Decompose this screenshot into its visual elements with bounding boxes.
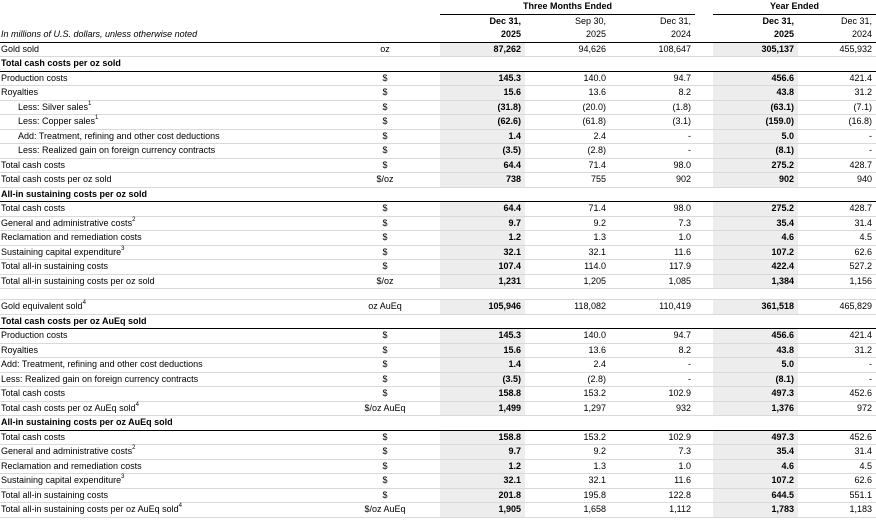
cell-value: 98.0 <box>610 158 695 173</box>
cell-value: 94,626 <box>525 42 610 57</box>
row-label-text: Production costs <box>1 72 68 83</box>
row-unit: $ <box>330 86 440 101</box>
row-unit: $ <box>330 445 440 460</box>
row-label <box>0 216 330 231</box>
cell-value: 71.4 <box>525 158 610 173</box>
section-header-row <box>0 57 876 72</box>
cell-value: - <box>798 144 876 159</box>
cell-value: 64.4 <box>440 158 525 173</box>
cell-value: 1,085 <box>610 274 695 289</box>
footnote-marker: 2 <box>132 445 136 451</box>
row-label <box>0 459 330 474</box>
cell-value: 428.7 <box>798 202 876 217</box>
cell-value: 4.5 <box>798 459 876 474</box>
cell-value: 452.6 <box>798 387 876 402</box>
cell-value: 932 <box>610 401 695 416</box>
row-unit: $/oz AuEq <box>330 503 440 518</box>
table-row <box>0 445 876 460</box>
cell-value: 902 <box>610 173 695 188</box>
cell-value: (3.1) <box>610 115 695 130</box>
cell-value: 32.1 <box>525 245 610 260</box>
cell-value: 94.7 <box>610 329 695 344</box>
table-row <box>0 245 876 260</box>
section-header-row <box>0 187 876 202</box>
cell-value: 428.7 <box>798 158 876 173</box>
row-unit: $/oz <box>330 274 440 289</box>
row-label-text: Total cash costs <box>1 431 66 442</box>
cell-value: 644.5 <box>713 488 798 503</box>
table-row <box>0 372 876 387</box>
row-unit: oz AuEq <box>330 300 440 315</box>
cell-value: - <box>798 358 876 373</box>
cell-value: 140.0 <box>525 71 610 86</box>
cell-value: 117.9 <box>610 260 695 275</box>
cell-value: 31.4 <box>798 445 876 460</box>
row-label <box>0 260 330 275</box>
table-row <box>0 503 876 518</box>
cell-value: 102.9 <box>610 430 695 445</box>
col-year-3: 2024 <box>610 28 695 42</box>
cell-value: 7.3 <box>610 216 695 231</box>
table-body <box>0 42 876 517</box>
cell-value: 5.0 <box>713 358 798 373</box>
footnote-marker: 4 <box>82 300 86 306</box>
row-unit: $ <box>330 144 440 159</box>
cell-value: 4.6 <box>713 459 798 474</box>
row-unit: $ <box>330 329 440 344</box>
row-label <box>0 115 330 130</box>
cell-value: 456.6 <box>713 71 798 86</box>
cell-value: (31.8) <box>440 100 525 115</box>
row-label-text: General and administrative costs <box>1 446 133 456</box>
row-unit: $ <box>330 343 440 358</box>
row-label <box>0 86 330 101</box>
cell-value: 1,297 <box>525 401 610 416</box>
cell-value: 1.4 <box>440 129 525 144</box>
cell-value: 4.5 <box>798 231 876 246</box>
row-unit: $ <box>330 459 440 474</box>
cell-value: 13.6 <box>525 86 610 101</box>
col-header-4: Dec 31, <box>762 15 795 26</box>
cell-value: 62.6 <box>798 245 876 260</box>
table-row <box>0 86 876 101</box>
cell-value: 158.8 <box>440 430 525 445</box>
footnote-marker: 2 <box>132 216 136 223</box>
row-label <box>0 144 330 159</box>
row-label <box>0 503 330 518</box>
cell-value: 62.6 <box>798 474 876 489</box>
footnote-marker: 1 <box>88 100 92 107</box>
cell-value: (2.8) <box>525 144 610 159</box>
cell-value: 465,829 <box>798 300 876 315</box>
row-label <box>0 71 330 86</box>
cell-value: (3.5) <box>440 144 525 159</box>
cell-value: 4.6 <box>713 231 798 246</box>
cell-value: 110,419 <box>610 300 695 315</box>
cell-value: 456.6 <box>713 329 798 344</box>
cell-value: 8.2 <box>610 86 695 101</box>
cell-value: (63.1) <box>713 100 798 115</box>
row-label <box>0 343 330 358</box>
row-label-text: Total cash costs per oz AuEq sold <box>1 402 136 413</box>
table-row <box>0 71 876 86</box>
col-year-2: 2025 <box>525 28 610 42</box>
cell-value: 1.0 <box>610 459 695 474</box>
cell-value: 422.4 <box>713 260 798 275</box>
cell-value: 32.1 <box>440 245 525 260</box>
cell-value: 107.2 <box>713 245 798 260</box>
cell-value: 87,262 <box>440 42 525 57</box>
cell-value: 551.1 <box>798 488 876 503</box>
cell-value: 1,499 <box>440 401 525 416</box>
row-label-text: Gold sold <box>1 43 40 54</box>
col-header-3: Dec 31, <box>660 15 692 26</box>
cell-value: 107.2 <box>713 474 798 489</box>
cell-value: (16.8) <box>798 115 876 130</box>
cell-value: 102.9 <box>610 387 695 402</box>
cell-value: (61.8) <box>525 115 610 130</box>
table-row <box>0 358 876 373</box>
cell-value: 1,231 <box>440 274 525 289</box>
footnote-marker: 4 <box>178 503 182 509</box>
cell-value: 421.4 <box>798 71 876 86</box>
row-label <box>0 372 330 387</box>
cell-value: 9.7 <box>440 216 525 231</box>
cell-value: (8.1) <box>713 144 798 159</box>
spacer-row <box>0 289 876 300</box>
cell-value: 940 <box>798 173 876 188</box>
table-row <box>0 202 876 217</box>
table-row <box>0 173 876 188</box>
row-label <box>0 474 330 489</box>
row-label-text: Gold equivalent sold <box>1 301 83 311</box>
header-year-row <box>0 28 876 42</box>
cell-value: (20.0) <box>525 100 610 115</box>
cell-value: - <box>798 129 876 144</box>
footnote-marker: 4 <box>135 401 139 408</box>
row-label-text: Total cash costs <box>1 203 66 213</box>
cell-value: 5.0 <box>713 129 798 144</box>
row-label-text: Reclamation and remediation costs <box>1 460 142 471</box>
row-label <box>0 430 330 445</box>
table-row <box>0 231 876 246</box>
table-row <box>0 300 876 315</box>
cell-value: 361,518 <box>713 300 798 315</box>
cell-value: 108,647 <box>610 42 695 57</box>
cell-value: 1,905 <box>440 503 525 518</box>
row-label-text: Royalties <box>1 87 39 97</box>
cell-value: (62.6) <box>440 115 525 130</box>
cell-value: 11.6 <box>610 245 695 260</box>
row-unit: $ <box>330 488 440 503</box>
cell-value: 2.4 <box>525 129 610 144</box>
cell-value: 755 <box>525 173 610 188</box>
table-row <box>0 274 876 289</box>
cell-value: 1,384 <box>713 274 798 289</box>
cell-value: 31.2 <box>798 343 876 358</box>
cell-value: - <box>798 372 876 387</box>
cell-value: - <box>610 129 695 144</box>
cell-value: 8.2 <box>610 343 695 358</box>
cell-value: 11.6 <box>610 474 695 489</box>
row-label-text: General and administrative costs <box>1 217 133 228</box>
row-label-text: Total cash costs <box>1 159 66 170</box>
section-title: Total cash costs per oz AuEq sold <box>0 314 876 329</box>
cell-value: 9.7 <box>440 445 525 460</box>
col-header-5: Dec 31, <box>841 15 873 26</box>
cell-value: 738 <box>440 173 525 188</box>
table-row <box>0 129 876 144</box>
row-label <box>0 401 330 416</box>
cell-value: 114.0 <box>525 260 610 275</box>
footnote-marker: 3 <box>121 474 125 480</box>
row-label-text: Add: Treatment, refining and other cost deductions <box>1 359 203 369</box>
row-label <box>0 245 330 260</box>
row-unit: $ <box>330 231 440 246</box>
row-unit: $ <box>330 129 440 144</box>
cell-value: 455,932 <box>798 42 876 57</box>
cell-value: 1,183 <box>798 503 876 518</box>
cell-value: 2.4 <box>525 358 610 373</box>
row-label-text: Sustaining capital expenditure <box>1 475 122 485</box>
cell-value: 972 <box>798 401 876 416</box>
cell-value: 1.3 <box>525 231 610 246</box>
cell-value: 32.1 <box>440 474 525 489</box>
cell-value: 1.4 <box>440 358 525 373</box>
row-unit: $ <box>330 158 440 173</box>
table-row <box>0 216 876 231</box>
row-label-text: Less: Realized gain on foreign currency contracts <box>18 145 216 155</box>
row-label-text: Total all-in sustaining costs <box>1 489 109 500</box>
cell-value: 153.2 <box>525 430 610 445</box>
row-label <box>0 42 330 57</box>
cell-value: 43.8 <box>713 343 798 358</box>
cell-value: - <box>610 144 695 159</box>
section-title: All-in sustaining costs per oz AuEq sold <box>0 416 876 431</box>
row-label-text: Total all-in sustaining costs <box>1 261 109 271</box>
row-label <box>0 158 330 173</box>
cell-value: (159.0) <box>713 115 798 130</box>
cell-value: 497.3 <box>713 387 798 402</box>
table-row <box>0 474 876 489</box>
cell-value: 145.3 <box>440 71 525 86</box>
cell-value: 305,137 <box>713 42 798 57</box>
row-unit: $ <box>330 387 440 402</box>
cell-value: 7.3 <box>610 445 695 460</box>
col-header-1: Dec 31, <box>489 15 521 26</box>
table-row <box>0 144 876 159</box>
row-label-text: Total cash costs <box>1 388 66 398</box>
cell-value: 105,946 <box>440 300 525 315</box>
row-label-text: Reclamation and remediation costs <box>1 232 142 242</box>
section-title: Total cash costs per oz sold <box>0 57 876 72</box>
row-label-text: Production costs <box>1 330 68 340</box>
row-unit: $ <box>330 358 440 373</box>
cell-value: 1,112 <box>610 503 695 518</box>
cell-value: 1.2 <box>440 459 525 474</box>
footnote-marker: 1 <box>95 115 99 121</box>
row-unit: $/oz <box>330 173 440 188</box>
cell-value: 452.6 <box>798 430 876 445</box>
row-label <box>0 488 330 503</box>
cell-value: 497.3 <box>713 430 798 445</box>
cell-value: (2.8) <box>525 372 610 387</box>
row-label <box>0 202 330 217</box>
cell-value: 1,156 <box>798 274 876 289</box>
row-unit: $/oz AuEq <box>330 401 440 416</box>
cell-value: 902 <box>713 173 798 188</box>
table-row <box>0 488 876 503</box>
cell-value: 9.2 <box>525 216 610 231</box>
cell-value: 15.6 <box>440 343 525 358</box>
row-label <box>0 274 330 289</box>
row-label <box>0 100 330 115</box>
row-label-text: Total cash costs per oz sold <box>1 174 112 184</box>
table-row <box>0 100 876 115</box>
cell-value: 140.0 <box>525 329 610 344</box>
cell-value: 421.4 <box>798 329 876 344</box>
table-row <box>0 42 876 57</box>
row-label <box>0 329 330 344</box>
cell-value: 35.4 <box>713 445 798 460</box>
cell-value: 35.4 <box>713 216 798 231</box>
cell-value: 94.7 <box>610 71 695 86</box>
row-unit: $ <box>330 71 440 86</box>
row-unit: $ <box>330 260 440 275</box>
row-label <box>0 173 330 188</box>
table-row <box>0 329 876 344</box>
row-label <box>0 231 330 246</box>
cell-value: 275.2 <box>713 158 798 173</box>
col-year-4: 2025 <box>713 28 798 42</box>
table-row <box>0 430 876 445</box>
table-row <box>0 401 876 416</box>
cell-value: 1.2 <box>440 231 525 246</box>
cell-value: (8.1) <box>713 372 798 387</box>
cell-value: 32.1 <box>525 474 610 489</box>
cell-value: 195.8 <box>525 488 610 503</box>
cell-value: 1.0 <box>610 231 695 246</box>
row-unit: $ <box>330 216 440 231</box>
cell-value: 118,082 <box>525 300 610 315</box>
cell-value: 107.4 <box>440 260 525 275</box>
row-unit: oz <box>330 42 440 57</box>
cell-value: 64.4 <box>440 202 525 217</box>
row-label-text: Less: Silver sales <box>18 101 89 112</box>
cell-value: (3.5) <box>440 372 525 387</box>
row-unit: $ <box>330 430 440 445</box>
header-date-row <box>0 14 876 28</box>
cell-value: (1.8) <box>610 100 695 115</box>
cell-value: 15.6 <box>440 86 525 101</box>
header-group-row <box>0 0 876 14</box>
table-row <box>0 115 876 130</box>
cell-value: 1,783 <box>713 503 798 518</box>
row-label <box>0 129 330 144</box>
col-header-2: Sep 30, <box>574 15 606 26</box>
row-unit: $ <box>330 100 440 115</box>
units-note: In millions of U.S. dollars, unless otherwise noted <box>0 28 330 42</box>
cell-value: 1.3 <box>525 459 610 474</box>
row-label-text: Less: Realized gain on foreign currency contracts <box>1 373 199 384</box>
cell-value: 153.2 <box>525 387 610 402</box>
row-label-text: Total all-in sustaining costs per oz AuEq sold <box>1 504 179 514</box>
cell-value: 71.4 <box>525 202 610 217</box>
section-title: All-in sustaining costs per oz sold <box>0 187 876 202</box>
cell-value: 31.4 <box>798 216 876 231</box>
footnote-marker: 3 <box>121 245 125 252</box>
cell-value: 13.6 <box>525 343 610 358</box>
cell-value: 9.2 <box>525 445 610 460</box>
cell-value: 158.8 <box>440 387 525 402</box>
table-row <box>0 158 876 173</box>
row-unit: $ <box>330 245 440 260</box>
col-year-5: 2024 <box>798 28 876 42</box>
row-unit: $ <box>330 115 440 130</box>
cell-value: 275.2 <box>713 202 798 217</box>
row-unit: $ <box>330 202 440 217</box>
table-row <box>0 387 876 402</box>
cell-value: 43.8 <box>713 86 798 101</box>
row-label <box>0 300 330 315</box>
table-row <box>0 260 876 275</box>
table-row <box>0 459 876 474</box>
col-year-1: 2025 <box>440 28 525 42</box>
row-label-text: Total all-in sustaining costs per oz sold <box>1 275 155 286</box>
table-row <box>0 343 876 358</box>
cell-value: - <box>610 372 695 387</box>
cell-value: - <box>610 358 695 373</box>
row-label <box>0 387 330 402</box>
row-unit: $ <box>330 372 440 387</box>
three-months-header: Three Months Ended <box>440 0 695 14</box>
row-label <box>0 445 330 460</box>
cell-value: (7.1) <box>798 100 876 115</box>
cell-value: 201.8 <box>440 488 525 503</box>
row-unit: $ <box>330 474 440 489</box>
section-header-row <box>0 416 876 431</box>
cell-value: 31.2 <box>798 86 876 101</box>
cell-value: 527.2 <box>798 260 876 275</box>
row-label-text: Royalties <box>1 344 39 355</box>
row-label-text: Sustaining capital expenditure <box>1 246 122 257</box>
cell-value: 1,658 <box>525 503 610 518</box>
section-header-row <box>0 314 876 329</box>
row-label <box>0 358 330 373</box>
row-label-text: Less: Copper sales <box>18 116 96 126</box>
cell-value: 1,205 <box>525 274 610 289</box>
cell-value: 98.0 <box>610 202 695 217</box>
cell-value: 122.8 <box>610 488 695 503</box>
row-label-text: Add: Treatment, refining and other cost deductions <box>18 130 220 141</box>
cell-value: 145.3 <box>440 329 525 344</box>
cell-value: 1,376 <box>713 401 798 416</box>
year-ended-header: Year Ended <box>713 0 876 14</box>
